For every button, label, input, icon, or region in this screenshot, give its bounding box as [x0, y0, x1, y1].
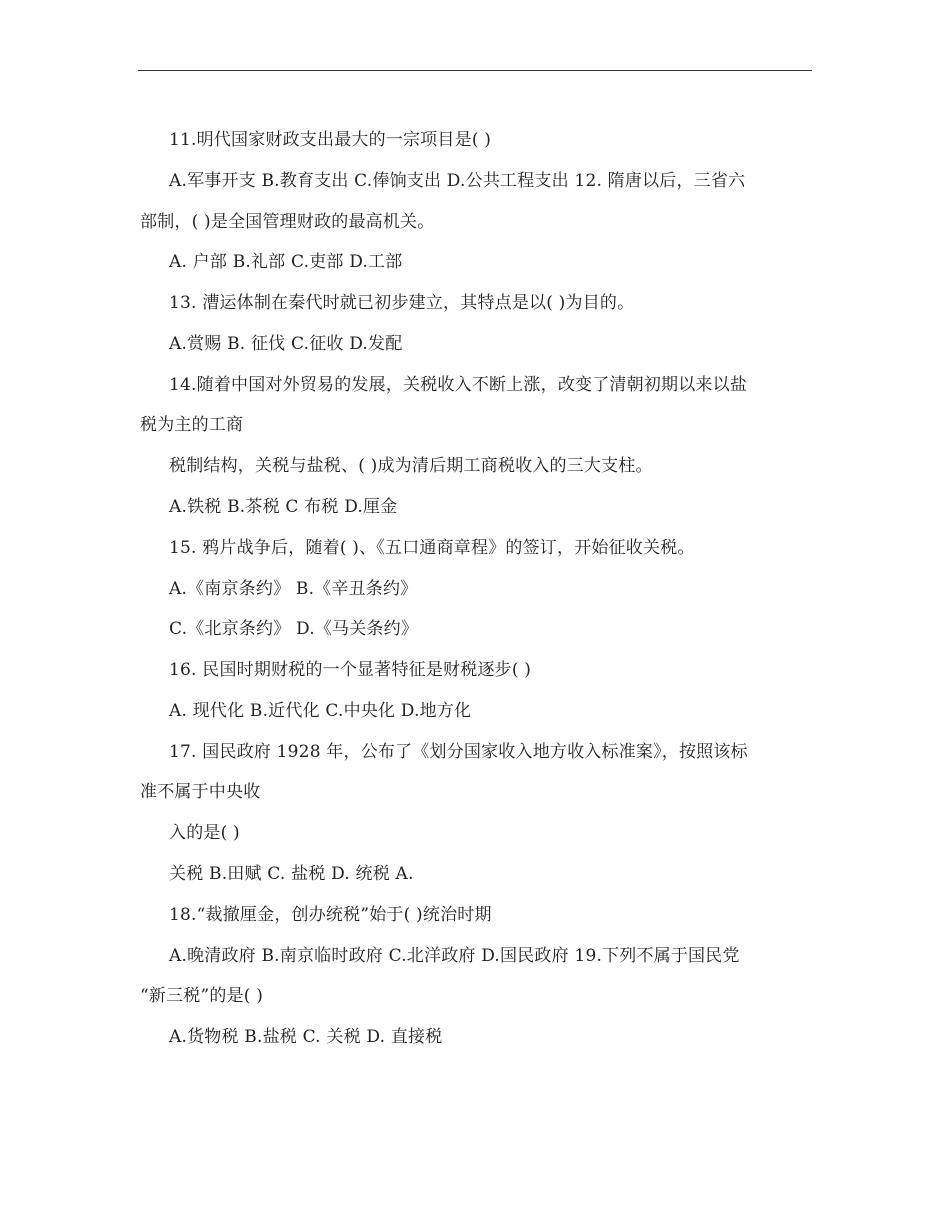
options-18-question-19: A.晚清政府 B.南京临时政府 C.北洋政府 D.国民政府 19.下列不属于国民党	[169, 946, 740, 966]
options-15-cd: C.《北京条约》 D.《马关条约》	[169, 619, 419, 639]
options-13: A.赏赐 B. 征伐 C.征收 D.发配	[169, 334, 403, 354]
header-rule	[138, 70, 812, 71]
question-12-cont: 部制，( )是全国管理财政的最高机关。	[140, 212, 435, 232]
question-19-cont: “新三税”的是( )	[140, 986, 264, 1006]
question-13: 13. 漕运体制在秦代时就已初步建立，其特点是以( )为目的。	[169, 293, 635, 313]
question-11: 11.明代国家财政支出最大的一宗项目是( )	[169, 130, 492, 150]
question-17-cont-2: 入的是( )	[169, 823, 240, 843]
question-14: 14.随着中国对外贸易的发展，关税收入不断上涨，改变了清朝初期以来以盐	[169, 375, 748, 395]
question-14-cont: 税为主的工商	[140, 415, 244, 435]
question-17: 17. 国民政府 1928 年，公布了《划分国家收入地方收入标准案》，按照该标	[169, 742, 748, 762]
options-14: A.铁税 B.茶税 C 布税 D.厘金	[169, 497, 398, 517]
question-15: 15. 鸦片战争后，随着( )、《五口通商章程》的签订，开始征收关税。	[169, 538, 695, 558]
options-16: A. 现代化 B.近代化 C.中央化 D.地方化	[169, 701, 472, 721]
options-12: A. 户部 B.礼部 C.吏部 D.工部	[169, 252, 403, 272]
question-16: 16. 民国时期财税的一个显著特征是财税逐步( )	[169, 660, 532, 680]
question-18: 18.“裁撤厘金，创办统税”始于( )统治时期	[169, 905, 492, 925]
question-14-cont-2: 税制结构，关税与盐税、( )成为清后期工商税收入的三大支柱。	[169, 456, 653, 476]
options-19: A.货物税 B.盐税 C. 关税 D. 直接税	[169, 1027, 443, 1047]
options-15-ab: A.《南京条约》 B.《辛丑条约》	[169, 579, 418, 599]
question-17-cont: 准不属于中央收	[140, 782, 261, 802]
options-11-question-12: A.军事开支 B.教育支出 C.俸饷支出 D.公共工程支出 12. 隋唐以后，三省六	[169, 171, 746, 191]
options-17: 关税 B.田赋 C. 盐税 D. 统税 A.	[169, 864, 414, 884]
